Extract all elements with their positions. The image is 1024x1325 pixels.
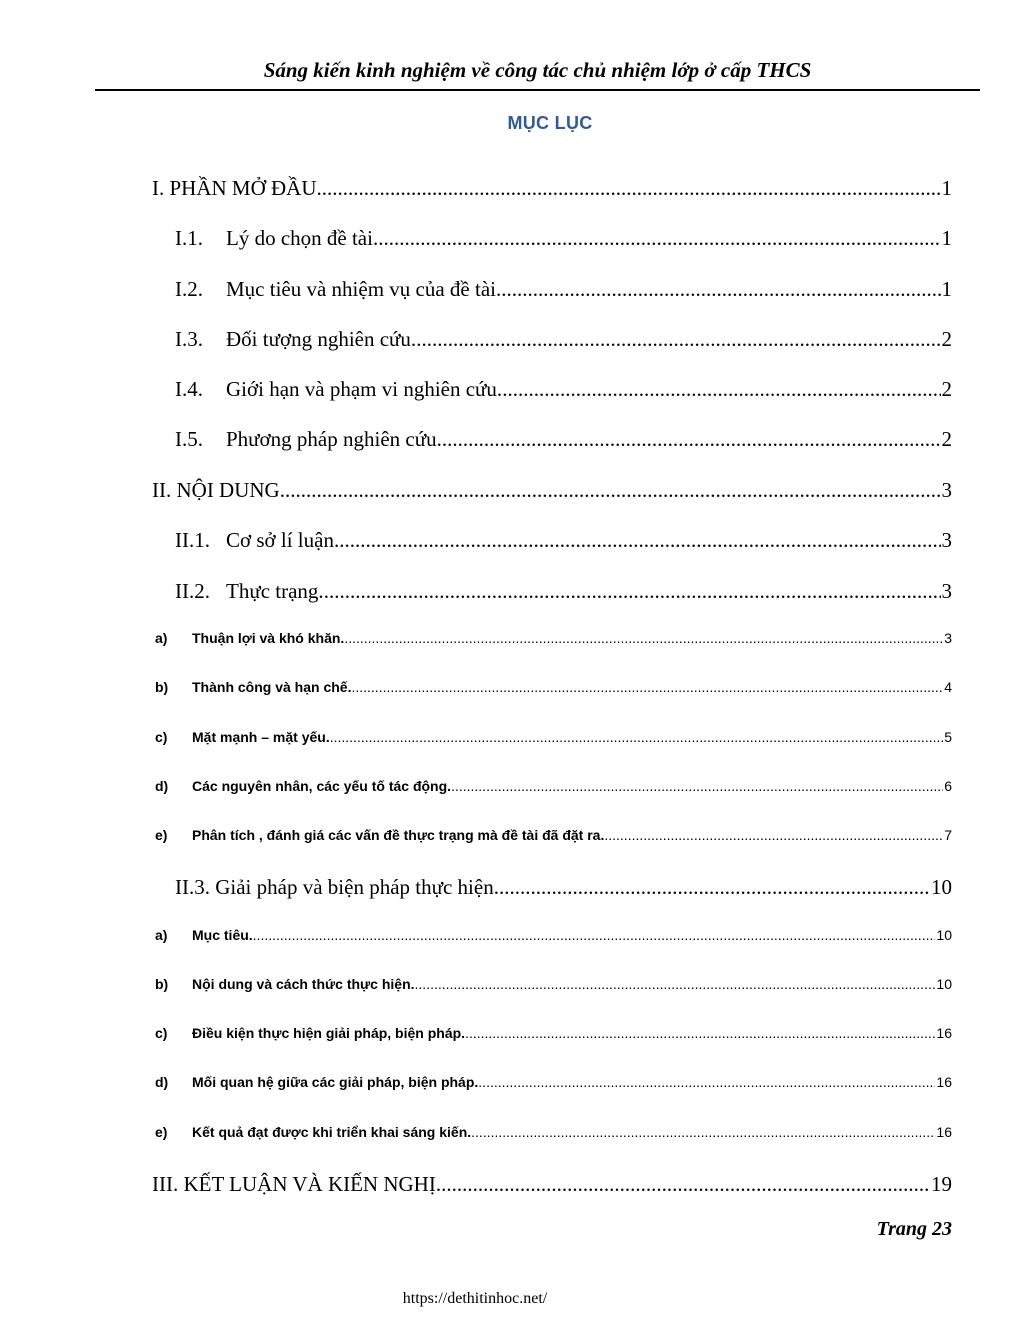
toc-dot-leader: [339, 528, 940, 553]
toc-entry[interactable]: [155, 679, 952, 695]
toc-entry-text: Thuận lợi và khó khăn.: [192, 630, 345, 646]
toc-page-number: 3: [944, 630, 952, 646]
toc-dot-leader: [344, 630, 943, 646]
toc-entry-number: c): [155, 729, 168, 745]
toc-entry[interactable]: [155, 1025, 952, 1041]
toc-page-number: 2: [941, 377, 952, 401]
running-header: Sáng kiến kinh nghiệm về công tác chủ nhiệm lớp ở cấp THCS: [263, 58, 812, 82]
toc-entry-number: I.1.: [175, 226, 203, 250]
toc-entry-text: Phương pháp nghiên cứu.: [226, 427, 442, 451]
toc-dot-leader: [502, 377, 940, 402]
toc-entry[interactable]: [152, 478, 952, 503]
toc-entry-text: Mặt mạnh – mặt yếu.: [192, 729, 330, 745]
toc-dot-leader: [436, 1172, 930, 1197]
toc-entry-text: Mối quan hệ giữa các giải pháp, biện pháp.: [192, 1074, 479, 1090]
toc-page-number: 1: [941, 226, 952, 250]
toc-page-number: 3: [941, 528, 952, 552]
toc-page-number: 4: [944, 679, 952, 695]
toc-entry-number: II.2.: [175, 579, 210, 603]
toc-page-number: 10: [931, 875, 952, 899]
toc-dot-leader: [373, 226, 941, 251]
header-divider: [95, 89, 980, 91]
source-url[interactable]: https://dethitinhoc.net/: [402, 1290, 548, 1307]
toc-page-number: 16: [936, 1124, 952, 1140]
toc-dot-leader: [324, 579, 941, 604]
toc-page-number: 10: [936, 976, 952, 992]
toc-entry[interactable]: [155, 729, 952, 745]
toc-dot-leader: [465, 1025, 935, 1041]
toc-entry[interactable]: [155, 1124, 952, 1140]
page-number-label: Trang 23: [876, 1218, 952, 1240]
toc-entry-number: d): [155, 1074, 169, 1090]
toc-dot-leader: [330, 729, 944, 745]
toc-dot-leader: [415, 976, 936, 992]
toc-entry[interactable]: [175, 875, 952, 900]
toc-entry-text: Kết quả đạt được khi triển khai sáng kiến.: [192, 1124, 472, 1140]
toc-entry-number: b): [155, 679, 169, 695]
toc-entry[interactable]: [175, 427, 952, 452]
toc-page-number: 2: [941, 427, 952, 451]
toc-entry-text: Điều kiện thực hiện giải pháp, biện pháp.: [192, 1025, 466, 1041]
toc-entry[interactable]: [152, 1172, 952, 1197]
toc-entry-number: e): [155, 827, 168, 843]
toc-entry[interactable]: [175, 277, 952, 302]
toc-entry[interactable]: [155, 630, 952, 646]
toc-dot-leader: [280, 478, 941, 503]
toc-entry[interactable]: [155, 976, 952, 992]
toc-entry-number: II.1.: [175, 528, 210, 552]
toc-dot-leader: [471, 1124, 935, 1140]
toc-entry-number: d): [155, 778, 169, 794]
toc-entry-number: I.3.: [175, 327, 203, 351]
toc-page-number: 3: [941, 579, 952, 603]
toc-dot-leader: [317, 176, 941, 201]
toc-dot-leader: [501, 277, 940, 302]
toc-entry-text: II. NỘI DUNG: [152, 478, 280, 502]
toc-entry[interactable]: [175, 579, 952, 604]
toc-page-number: 16: [936, 1074, 952, 1090]
toc-entry[interactable]: [155, 778, 952, 794]
toc-entry-text: Mục tiêu và nhiệm vụ của đề tài.: [226, 277, 502, 301]
toc-entry-text: Cơ sở lí luận.: [226, 528, 340, 552]
toc-entry-text: Thực trạng.: [226, 579, 324, 603]
toc-entry[interactable]: [175, 377, 952, 402]
toc-entry-number: a): [155, 927, 168, 943]
toc-page-number: 19: [931, 1172, 952, 1196]
toc-title: MỤC LỤC: [507, 113, 593, 133]
toc-dot-leader: [351, 679, 943, 695]
toc-dot-leader: [604, 827, 943, 843]
toc-page-number: 6: [944, 778, 952, 794]
toc-entry-text: I. PHẦN MỞ ĐẦU: [152, 176, 317, 200]
toc-entry[interactable]: [155, 827, 952, 843]
toc-entry-text: Phân tích , đánh giá các vấn đề thực trạng mà đề tài đã đặt ra.: [192, 827, 605, 843]
toc-page-number: 3: [941, 478, 952, 502]
toc-entry[interactable]: [175, 327, 952, 352]
toc-dot-leader: [442, 427, 941, 452]
toc-dot-leader: [478, 1074, 935, 1090]
toc-entry-text: Mục tiêu.: [192, 927, 253, 943]
toc-entry-text: Lý do chọn đề tài: [226, 226, 373, 250]
toc-page-number: 16: [936, 1025, 952, 1041]
toc-entry-text: Thành công và hạn chế.: [192, 679, 352, 695]
toc-entry-number: a): [155, 630, 168, 646]
toc-entry-text: Các nguyên nhân, các yếu tố tác động.: [192, 778, 452, 794]
toc-dot-leader: [499, 875, 930, 900]
toc-entry[interactable]: [175, 528, 952, 553]
toc-dot-leader: [451, 778, 943, 794]
toc-page-number: 1: [941, 277, 952, 301]
toc-entry-text: II.3. Giải pháp và biện pháp thực hiện.: [175, 875, 499, 899]
toc-page-number: 1: [941, 176, 952, 200]
toc-entry[interactable]: [152, 176, 952, 201]
toc-entry-number: b): [155, 976, 169, 992]
toc-entry-number: I.5.: [175, 427, 203, 451]
toc-entry-text: Đối tượng nghiên cứu.: [226, 327, 417, 351]
toc-page-number: 2: [941, 327, 952, 351]
toc-entry-text: III. KẾT LUẬN VÀ KIẾN NGHỊ: [152, 1172, 436, 1196]
toc-entry[interactable]: [155, 927, 952, 943]
toc-entry[interactable]: [175, 226, 952, 251]
toc-dot-leader: [253, 927, 936, 943]
toc-page-number: 5: [944, 729, 952, 745]
toc-page-number: 7: [944, 827, 952, 843]
toc-entry-number: I.2.: [175, 277, 203, 301]
toc-entry-number: e): [155, 1124, 168, 1140]
toc-entry-number: c): [155, 1025, 168, 1041]
toc-entry-text: Giới hạn và phạm vi nghiên cứu.: [226, 377, 503, 401]
toc-entry-text: Nội dung và cách thức thực hiện.: [192, 976, 415, 992]
toc-entry-number: I.4.: [175, 377, 203, 401]
toc-dot-leader: [416, 327, 940, 352]
toc-page-number: 10: [936, 927, 952, 943]
toc-entry[interactable]: [155, 1074, 952, 1090]
